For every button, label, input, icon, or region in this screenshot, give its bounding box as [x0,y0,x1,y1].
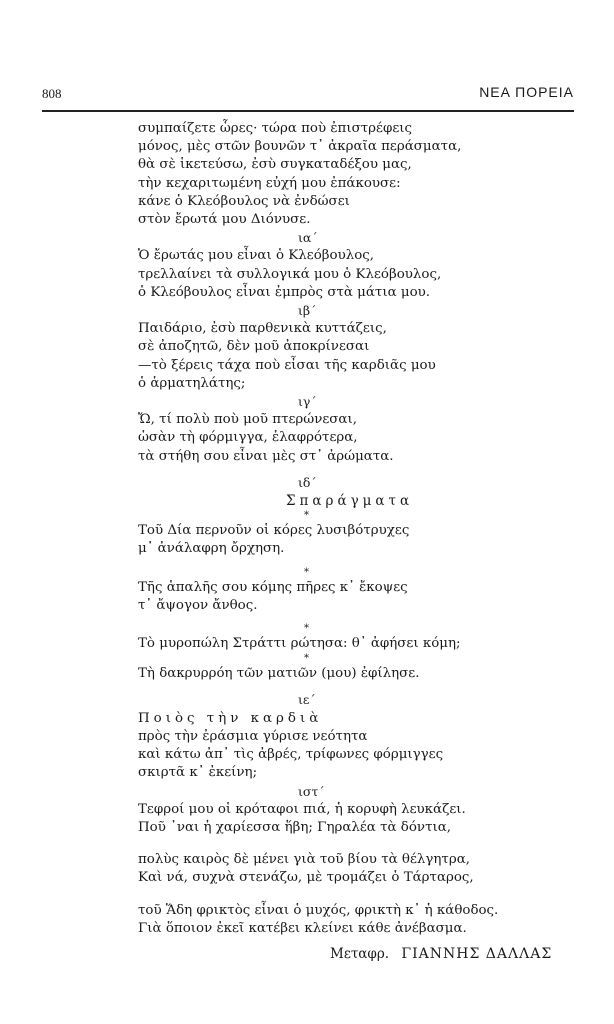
poem-line: Τὴ δακρυρρόη τῶν ματιῶν (μου) ἐφίλησε. [138,666,420,682]
poem-line: κάνε ὁ Κλεόβουλος νὰ ἐνδώσει [138,193,350,209]
poem-line: Τοῦ Δία περνοῦν οἱ κόρες λυσιβότρυχες [138,523,410,539]
poem-line: Τῆς ἁπαλῆς σου κόμης πῆρες κ᾽ ἔκοψες [138,579,408,595]
poem-line: Γιὰ ὅποιον ἐκεῖ κατέβει κλείνει κάθε ἀνέβασμα. [138,920,467,936]
translator-signature [330,946,552,962]
journal-title: ΝΕΑ ΠΟΡΕΙΑ [479,84,574,100]
page-number: 808 [42,86,62,101]
poem-text [138,120,578,938]
section-number: ιστ΄ [298,783,325,799]
section-title: Ποιὸς τὴν καρδιὰ [138,710,323,726]
section-number: ιδ΄ [298,474,317,490]
separator-star: * [304,653,309,665]
poem-line: Τεφροί μου οἱ κρόταφοι πιά, ἡ κορυφὴ λευκάζει. [138,801,466,817]
poem-line: Ὤ, τί πολὺ ποὺ μοῦ πτερώνεσαι, [138,412,357,428]
poem-line: ὁ Κλεόβουλος εἶναι ἐμπρὸς στὰ μάτια μου. [138,284,431,300]
poem-line: πρὸς τὴν ἐράσμια γύρισε νεότητα [138,728,368,744]
section-number: ιγ΄ [298,394,317,410]
poem-line: Ποῦ ᾽ναι ἡ χαρίεσσα ἥβη; Γηραλέα τὰ δόντια, [138,819,452,835]
poem-line: τ᾽ ἄψογον ἄνθος. [138,597,258,613]
section-number: ια΄ [298,230,318,246]
poem-line: Παιδάριο, ἐσὺ παρθενικὰ κυττάζεις, [138,321,387,337]
section-number: ιε΄ [298,692,316,708]
poem-line: Ὁ ἔρωτάς μου εἶναι ὁ Κλεόβουλος, [138,248,375,264]
section-title: Σπαράγματα [286,493,414,510]
translator-name: ΓΙΑΝΝΗΣ ΔΑΛΛΑΣ [401,946,553,962]
poem-line: θὰ σὲ ἱκετεύσω, ἐσὺ συγκαταδέξου μας, [138,157,412,173]
translator-label: Μεταφρ. [330,946,390,962]
poem-line: ὡσὰν τὴ φόρμιγγα, ἐλαφρότερα, [138,430,358,446]
poem-line: μόνος, μὲς στῶν βουνῶν τ᾽ ἀκραῖα περάσματα, [138,139,462,155]
section-number: ιβ΄ [298,303,317,319]
poem-line: τὰ στήθη σου εἶναι μὲς στ᾽ ἀρώματα. [138,448,394,464]
poem-line: τρελλαίνει τὰ συλλογικά μου ὁ Κλεόβουλος, [138,266,442,282]
poem-line: συμπαίζετε ὧρες· τώρα ποὺ ἐπιστρέφεις [138,121,413,136]
poem-line: Καὶ νά, συχνὰ στενάζω, μὲ τρομάζει ὁ Τάρταρος, [138,870,474,886]
poem-line: —τὸ ξέρεις τάχα ποὺ εἶσαι τῆς καρδιᾶς μου [138,357,436,373]
header-rule [42,110,574,112]
poem-line: στὸν ἔρωτά μου Διόνυσε. [138,212,311,228]
page-header [42,86,574,108]
poem-line: σὲ ἀποζητῶ, δὲν μοῦ ἀποκρίνεσαι [138,339,370,355]
poem-line: μ᾽ ἀνάλαφρη ὄρχηση. [138,541,285,557]
poem-line: σκιρτᾶ κ᾽ ἐκείνη; [138,765,258,781]
poem-line: τοῦ Ἅδη φρικτὸς εἶναι ὁ μυχός, φρικτὴ κ᾽ ἡ κάθοδος. [138,902,499,918]
poem-line: τὴν κεχαριτωμένη εὐχή μου ἐπάκουσε: [138,175,401,191]
poem-line: Τὸ μυροπώλη Στράττι ρώτησα: θ᾽ ἀφήσει κόμη; [138,636,461,652]
separator-star: * [304,623,309,635]
poem-line: καὶ κάτω ἀπ᾽ τὶς ἀβρές, τρίφωνες φόρμιγγες [138,747,444,763]
separator-star: * [304,566,309,578]
poem-line: πολὺς καιρὸς δὲ μένει γιὰ τοῦ βίου τὰ θέλγητρα, [138,852,470,868]
separator-star: * [304,510,309,522]
poem-line: ὁ ἁρματηλάτης; [138,375,246,391]
